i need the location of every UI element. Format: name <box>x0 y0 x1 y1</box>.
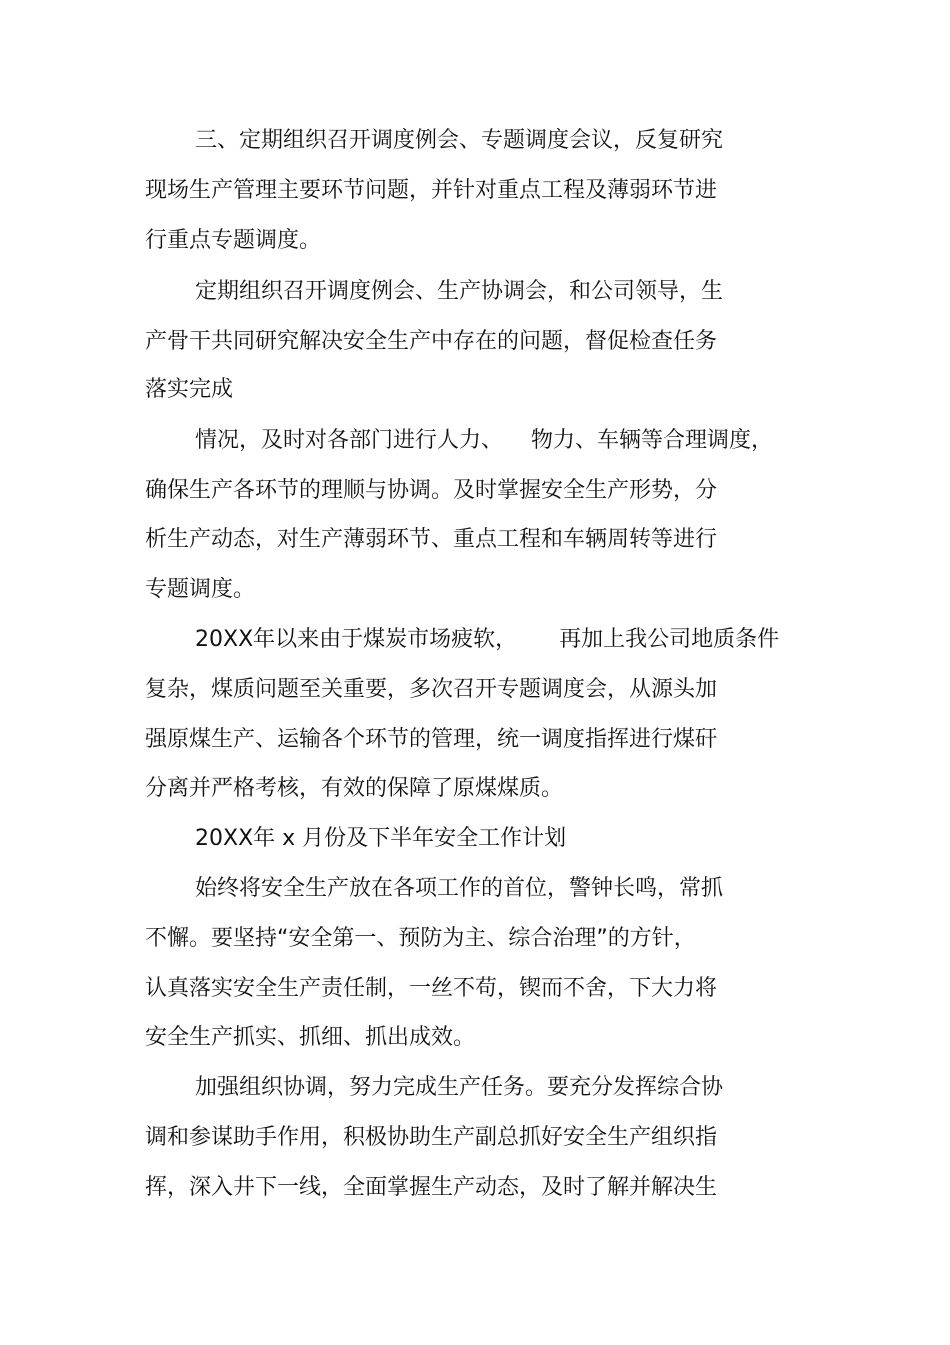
text-line: 确保生产各环节的理顺与协调。及时掌握安全生产形势，分 <box>145 478 718 503</box>
text-line: 挥，深入井下一线，全面掌握生产动态，及时了解并解决生 <box>145 1175 718 1200</box>
text-line: 加强组织协调，努力完成生产任务。要充分发挥综合协 <box>195 1075 724 1100</box>
text-line: 分离并严格考核，有效的保障了原煤煤质。 <box>145 776 564 801</box>
text-line: 定期组织召开调度例会、生产协调会，和公司领导，生 <box>195 279 724 304</box>
text-line: 始终将安全生产放在各项工作的首位，警钟长鸣，常抓 <box>195 876 724 901</box>
text-line: 三、定期组织召开调度例会、专题调度会议，反复研究 <box>195 128 724 153</box>
section-heading: 20XX年 x 月份及下半年安全工作计划 <box>195 826 567 851</box>
text-line: 情况，及时对各部门进行人力、 物力、车辆等合理调度， <box>195 428 773 453</box>
text-line: 20XX年以来由于煤炭市场疲软， 再加上我公司地质条件 <box>195 627 780 652</box>
text-line: 强原煤生产、运输各个环节的管理，统一调度指挥进行煤矸 <box>145 727 718 752</box>
text-line: 复杂，煤质问题至关重要，多次召开专题调度会，从源头加 <box>145 677 718 702</box>
text-line: 调和参谋助手作用，积极协助生产副总抓好安全生产组织指 <box>145 1125 718 1150</box>
text-line: 现场生产管理主要环节问题，并针对重点工程及薄弱环节进 <box>145 178 718 203</box>
text-line: 产骨干共同研究解决安全生产中存在的问题，督促检查任务 <box>145 329 718 354</box>
text-line: 专题调度。 <box>145 577 256 602</box>
text-line: 行重点专题调度。 <box>145 228 322 253</box>
text-line: 析生产动态，对生产薄弱环节、重点工程和车辆周转等进行 <box>145 527 718 552</box>
text-line: 不懈。要坚持“安全第一、预防为主、综合治理”的方针， <box>145 926 696 951</box>
text-line: 认真落实安全生产责任制，一丝不苟，锲而不舍，下大力将 <box>145 976 718 1001</box>
text-line: 安全生产抓实、抓细、抓出成效。 <box>145 1025 476 1050</box>
text-line: 落实完成 <box>145 377 234 402</box>
